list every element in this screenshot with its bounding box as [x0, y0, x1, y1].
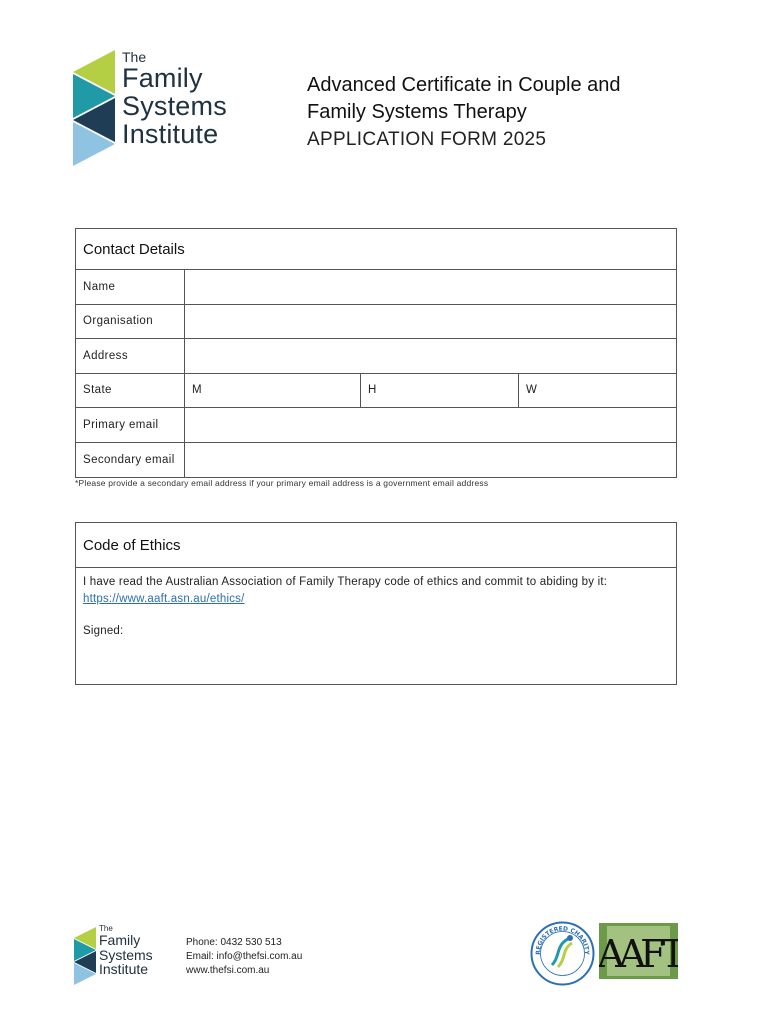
signed-label: Signed: — [83, 625, 124, 637]
secondary-email-field[interactable] — [185, 443, 676, 478]
footer-contact — [186, 936, 302, 978]
title-line-1: Advanced Certificate in Couple and — [307, 74, 621, 96]
footer-website: www.thefsi.com.au — [186, 965, 270, 976]
ethics-statement: I have read the Australian Association of Family Therapy code of ethics and commit to abiding by it: — [83, 576, 608, 588]
aaft-logo — [599, 923, 678, 979]
title-line-2: Family Systems Therapy — [307, 101, 527, 123]
footer-logo-systems: Systems — [99, 946, 153, 963]
name-label: Name — [76, 270, 185, 304]
primary-email-field[interactable] — [185, 408, 676, 442]
organisation-label: Organisation — [76, 305, 185, 339]
address-label: Address — [76, 339, 185, 373]
secondary-email-note: *Please provide a secondary email address if your primary email address is a government email address — [75, 478, 489, 488]
footer-logo-family: Family — [99, 932, 141, 948]
primary-email-label: Primary email — [76, 408, 185, 442]
state-w-label: W — [526, 384, 537, 397]
state-m-label: M — [192, 384, 202, 397]
logo-the: The — [122, 49, 147, 65]
footer-phone: Phone: 0432 530 513 — [186, 937, 282, 948]
secondary-email-label: Secondary email — [76, 443, 185, 478]
code-of-ethics-box — [75, 522, 677, 685]
state-label: State — [76, 374, 185, 408]
footer-logo-institute: Institute — [99, 961, 149, 977]
document-title — [307, 72, 621, 153]
address-row — [76, 339, 676, 374]
logo-family: Family — [122, 63, 203, 93]
state-h-label: H — [368, 384, 377, 397]
state-row — [76, 374, 676, 409]
name-row — [76, 270, 676, 305]
ethics-link[interactable]: https://www.aaft.asn.au/ethics/ — [83, 593, 245, 605]
state-h-field[interactable] — [361, 374, 519, 408]
svg-text:AAFT: AAFT — [599, 932, 678, 976]
primary-email-row — [76, 408, 676, 443]
logo-systems: Systems — [122, 91, 227, 121]
name-field[interactable] — [185, 270, 676, 304]
footer-logo-the: The — [99, 924, 113, 933]
organisation-row — [76, 305, 676, 340]
address-field[interactable] — [185, 339, 676, 373]
footer-email: Email: info@thefsi.com.au — [186, 951, 303, 962]
fsi-logo-text — [122, 50, 227, 148]
logo-institute: Institute — [122, 119, 219, 149]
registered-charity-badge-icon — [530, 921, 595, 986]
contact-details-heading: Contact Details — [76, 229, 676, 270]
footer-fsi-logo-text — [99, 925, 153, 977]
svg-text:REGISTERED CHARITY: REGISTERED CHARITY — [534, 925, 591, 955]
secondary-email-row — [76, 443, 676, 478]
aaft-logo-mark — [599, 923, 678, 979]
code-of-ethics-heading: Code of Ethics — [76, 523, 676, 568]
organisation-field[interactable] — [185, 305, 676, 339]
contact-details-table — [75, 228, 677, 478]
state-w-field[interactable] — [519, 374, 676, 408]
form-subtitle: APPLICATION FORM 2025 — [307, 129, 547, 150]
state-m-field[interactable] — [185, 374, 361, 408]
ethics-body — [76, 568, 676, 646]
